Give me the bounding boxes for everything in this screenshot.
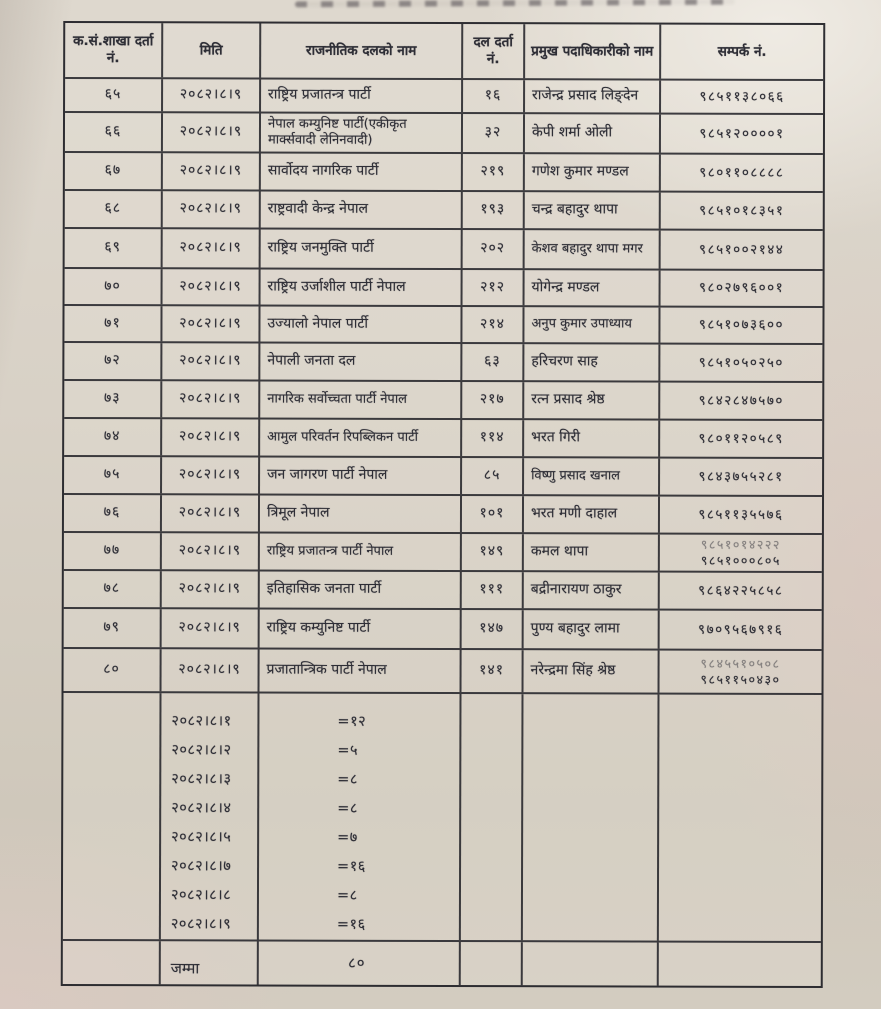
contact-cell: ९८४२८४७५७० bbox=[658, 383, 822, 419]
summary-date: २०८२।८।९ bbox=[170, 916, 232, 933]
table-header-row bbox=[65, 23, 823, 79]
date-cell: २०८२।८।९ bbox=[160, 419, 258, 455]
header-party-reg: दल दर्ता नं. bbox=[461, 24, 523, 78]
summary-counts-column bbox=[257, 694, 460, 941]
table-row bbox=[64, 569, 822, 609]
official-cell: भरत मणी दाहाल bbox=[522, 496, 658, 532]
summary-count: =१२ bbox=[337, 713, 367, 730]
serial-cell: ७४ bbox=[103, 428, 121, 445]
summary-count: =१६ bbox=[336, 916, 366, 933]
header-contact: सम्पर्क नं. bbox=[659, 25, 823, 79]
summary-dates-column bbox=[159, 693, 258, 939]
party-cell: सार्वोदय नागरिक पार्टी bbox=[259, 154, 461, 191]
contact-current: ९८५१०००८०५ bbox=[700, 552, 781, 568]
table-row bbox=[64, 379, 822, 419]
summary-count: =५ bbox=[337, 742, 359, 759]
serial-cell: ७१ bbox=[104, 314, 121, 331]
contact-cell: ९८५१२००००१ bbox=[659, 115, 823, 153]
contact-cell bbox=[658, 535, 822, 571]
serial-cell: ६७ bbox=[104, 162, 122, 179]
official-cell: योगेन्द्र मण्डल bbox=[523, 270, 659, 305]
serial-cell: ७७ bbox=[103, 542, 121, 559]
reg-cell: १०१ bbox=[460, 496, 522, 532]
reg-cell: २०२ bbox=[461, 230, 523, 268]
party-cell: जन जागरण पार्टी नेपाल bbox=[258, 458, 460, 495]
serial-cell: ६५ bbox=[104, 86, 122, 103]
summary-date: २०८२।८।४ bbox=[171, 800, 232, 817]
serial-cell: ७९ bbox=[103, 619, 120, 636]
total-value: ८० bbox=[257, 942, 459, 986]
serial-cell: ७२ bbox=[104, 352, 121, 369]
table-row bbox=[65, 151, 823, 191]
summary-count: =८ bbox=[337, 771, 359, 788]
contact-cell: ९८०११२०५८९ bbox=[658, 421, 822, 457]
contact-cell: ९७०९५६७९१६ bbox=[658, 611, 822, 649]
table-row bbox=[64, 531, 822, 571]
summary-date: २०८२।८।५ bbox=[171, 829, 232, 846]
party-cell: प्रजातान्त्रिक पार्टी नेपाल bbox=[258, 650, 460, 693]
table-row bbox=[65, 227, 823, 269]
date-cell: २०८२।८।९ bbox=[160, 533, 258, 569]
contact-cell bbox=[658, 651, 822, 693]
table-row bbox=[64, 417, 822, 457]
summary-empty-cell bbox=[521, 694, 658, 940]
summary-count: =८ bbox=[337, 800, 358, 817]
contact-current: ९८५११५०४३० bbox=[700, 671, 781, 687]
reg-cell: १११ bbox=[460, 572, 522, 608]
serial-cell: ६८ bbox=[104, 200, 122, 217]
party-cell: राष्ट्रिय उर्जाशील पार्टी नेपाल bbox=[259, 270, 461, 306]
page-edge-artifact bbox=[295, 0, 735, 7]
summary-date: २०८२।८।२ bbox=[171, 742, 232, 759]
table-row bbox=[64, 493, 822, 533]
total-empty-cell bbox=[63, 941, 159, 984]
party-cell: राष्ट्रवादी केन्द्र नेपाल bbox=[259, 192, 461, 229]
contact-cell: ९८४३७५५२८१ bbox=[658, 459, 822, 495]
party-cell: उज्यालो नेपाल पार्टी bbox=[258, 307, 460, 343]
summary-empty-cell bbox=[657, 695, 822, 941]
official-cell: नरेन्द्रमा सिंह श्रेष्ठ bbox=[522, 650, 658, 692]
contact-cell: ९८५११३५५७६ bbox=[658, 497, 822, 533]
serial-cell: ७६ bbox=[103, 504, 121, 521]
reg-cell: १९३ bbox=[461, 192, 523, 228]
date-cell: २०८२।८।९ bbox=[161, 191, 259, 227]
party-cell: नेपाल कम्युनिष्ट पार्टी(एकीकृत मार्क्सवादी लेनिनवादी) bbox=[259, 114, 461, 153]
serial-cell: ८० bbox=[103, 661, 120, 678]
contact-cell: ९८६४२२५८५८ bbox=[658, 573, 822, 609]
official-cell: बद्रीनारायण ठाकुर bbox=[522, 572, 658, 608]
official-cell: रत्न प्रसाद श्रेष्ठ bbox=[522, 382, 658, 418]
table-row bbox=[65, 267, 823, 306]
reg-cell: १४७ bbox=[460, 610, 522, 648]
reg-cell: ११४ bbox=[460, 420, 522, 456]
party-registration-table bbox=[61, 21, 826, 988]
table-row bbox=[64, 341, 822, 381]
summary-count: =१६ bbox=[337, 858, 366, 875]
serial-cell: ६९ bbox=[104, 239, 121, 256]
official-cell: केशव बहादुर थापा मगर bbox=[523, 230, 659, 268]
total-empty-cell bbox=[657, 943, 821, 986]
serial-cell: ७५ bbox=[103, 466, 121, 483]
official-cell: विष्णु प्रसाद खनाल bbox=[522, 458, 658, 494]
summary-count: =८ bbox=[336, 887, 358, 904]
table-row bbox=[65, 111, 823, 153]
summary-empty-cell bbox=[459, 694, 522, 940]
official-cell: चन्द्र बहादुर थापा bbox=[523, 192, 659, 228]
date-cell: २०८२।८।९ bbox=[161, 229, 259, 267]
party-cell: राष्ट्रिय जनमुक्ति पार्टी bbox=[259, 230, 461, 269]
date-cell: २०८२।८।९ bbox=[160, 571, 258, 607]
party-cell: नागरिक सर्वोच्चता पार्टी नेपाल bbox=[258, 382, 460, 419]
table-row bbox=[65, 77, 823, 113]
serial-cell: ७८ bbox=[103, 580, 121, 597]
date-cell: २०८२।८।९ bbox=[160, 495, 258, 531]
header-party-name: राजनीतिक दलको नाम bbox=[259, 24, 461, 79]
date-cell: २०८२।८।९ bbox=[160, 343, 258, 379]
official-cell: कमल थापा bbox=[522, 534, 658, 570]
official-cell: हरिचरण साह bbox=[522, 344, 658, 380]
summary-date: २०८२।८।७ bbox=[171, 858, 232, 875]
party-cell: राष्ट्रिय प्रजातन्त्र पार्टी नेपाल bbox=[258, 534, 460, 571]
contact-cell: ९८०२७९६००१ bbox=[659, 271, 823, 306]
date-cell: २०८२।८।९ bbox=[160, 306, 258, 341]
contact-cell: ९८५११३८०६६ bbox=[659, 81, 823, 113]
total-empty-cell bbox=[459, 942, 521, 985]
date-cell: २०८२।८।९ bbox=[160, 649, 258, 691]
summary-date: २०८२।८।१ bbox=[171, 713, 232, 730]
contact-crossed-out: ९८५१०१४२२२ bbox=[700, 537, 781, 553]
official-cell: गणेश कुमार मण्डल bbox=[523, 154, 659, 190]
party-cell: इतिहासिक जनता पार्टी bbox=[258, 572, 460, 609]
summary-date: २०८२।८।८ bbox=[170, 887, 232, 904]
reg-cell: १४९ bbox=[460, 534, 522, 570]
contact-cell: ९८५१०७३६०० bbox=[658, 308, 822, 343]
summary-empty-cell bbox=[63, 693, 160, 939]
official-cell: केपी शर्मा ओली bbox=[523, 114, 659, 152]
table-row bbox=[64, 455, 822, 495]
header-official: प्रमुख पदाधिकारीको नाम bbox=[523, 24, 659, 78]
official-cell: राजेन्द्र प्रसाद लिङ्देन bbox=[523, 80, 659, 112]
official-cell: भरत गिरी bbox=[522, 420, 658, 456]
party-cell: नेपाली जनता दल bbox=[258, 344, 460, 381]
contact-cell: ९८५१०५०२५० bbox=[658, 345, 822, 381]
reg-cell: ६३ bbox=[460, 344, 522, 380]
contact-cell: ९८०११०८८८८ bbox=[659, 155, 823, 191]
table-row bbox=[64, 607, 822, 649]
total-label: जम्मा bbox=[159, 941, 257, 984]
reg-cell: १४१ bbox=[460, 650, 522, 692]
party-cell: आमुल परिवर्तन रिपब्लिकन पार्टी bbox=[258, 420, 460, 457]
party-cell: त्रिमूल नेपाल bbox=[258, 496, 460, 533]
reg-cell: २१२ bbox=[461, 270, 523, 305]
official-cell: अनुप कुमार उपाध्याय bbox=[522, 307, 658, 342]
date-cell: २०८२।८।९ bbox=[161, 269, 259, 304]
table-row bbox=[64, 304, 822, 343]
header-serial: क.सं.शाखा दर्ता नं. bbox=[73, 33, 154, 67]
official-cell: पुण्य बहादुर लामा bbox=[522, 610, 658, 648]
serial-cell: ६६ bbox=[104, 123, 122, 140]
date-cell: २०८२।८।९ bbox=[160, 457, 258, 493]
summary-date: २०८२।८।३ bbox=[171, 771, 232, 788]
reg-cell: १६ bbox=[461, 80, 523, 112]
table-row bbox=[65, 189, 823, 229]
total-row bbox=[63, 939, 821, 986]
date-cell: २०८२।८।९ bbox=[161, 113, 259, 151]
date-cell: २०८२।८।९ bbox=[161, 79, 259, 111]
date-cell: २०८२।८।९ bbox=[161, 153, 259, 189]
party-cell: राष्ट्रिय प्रजातन्त्र पार्टी bbox=[259, 80, 461, 113]
reg-cell: २१४ bbox=[460, 307, 522, 342]
date-cell: २०८२।८।९ bbox=[160, 609, 258, 647]
serial-cell: ७३ bbox=[103, 390, 121, 407]
contact-cell: ९८५१०१८३५१ bbox=[659, 193, 823, 229]
reg-cell: ३२ bbox=[461, 114, 523, 152]
reg-cell: ८५ bbox=[460, 458, 522, 494]
party-cell: राष्ट्रिय कम्युनिष्ट पार्टी bbox=[258, 610, 460, 649]
reg-cell: २१९ bbox=[461, 154, 523, 190]
summary-count: =७ bbox=[337, 829, 358, 846]
serial-cell: ७० bbox=[104, 277, 121, 294]
total-empty-cell bbox=[521, 942, 657, 985]
reg-cell: २१७ bbox=[460, 382, 522, 418]
contact-cell: ९८५१००२१४४ bbox=[659, 231, 823, 269]
summary-block bbox=[63, 691, 822, 941]
table-row bbox=[64, 647, 822, 693]
header-date: मिति bbox=[161, 23, 259, 77]
date-cell: २०८२।८।९ bbox=[160, 381, 258, 417]
contact-crossed-out: ९८४५५१०५०८ bbox=[700, 656, 781, 672]
